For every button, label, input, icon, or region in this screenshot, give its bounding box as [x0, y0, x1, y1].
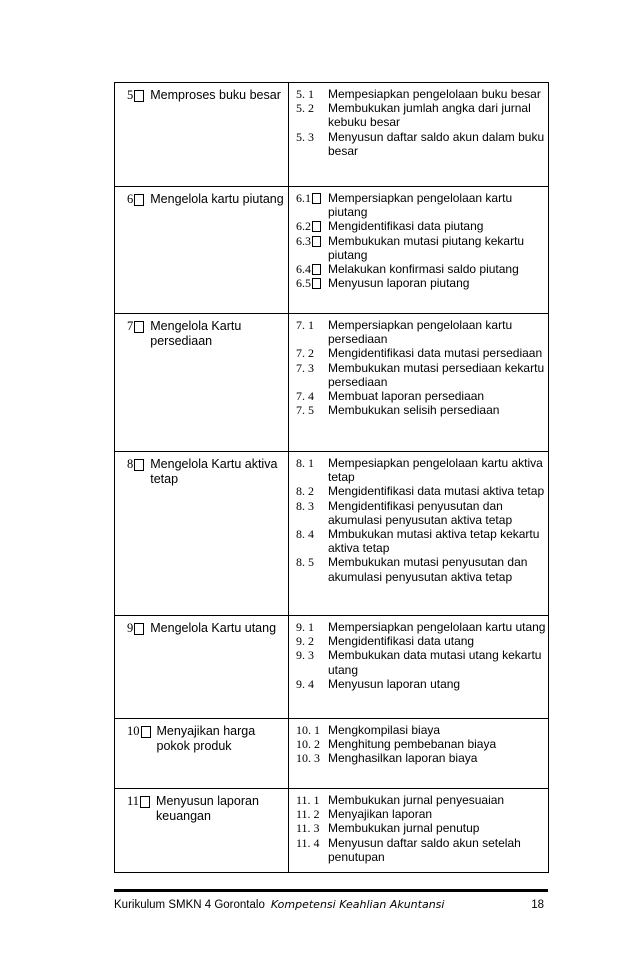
list-item — [296, 821, 546, 835]
subcompetency-list — [289, 83, 548, 166]
list-item — [296, 403, 546, 417]
item-number — [296, 346, 328, 360]
unit-heading — [115, 789, 288, 824]
missing-glyph-box-icon — [312, 278, 321, 289]
item-number — [296, 191, 328, 219]
footer-divider — [114, 889, 548, 892]
unit-title: Mengelola kartu piutang — [150, 192, 284, 206]
missing-glyph-box-icon — [312, 221, 321, 232]
item-number — [296, 403, 328, 417]
item-number-text: 6.1 — [296, 191, 311, 205]
subcompetency-cell — [289, 789, 549, 873]
subcompetency-cell — [289, 616, 549, 719]
competency-row — [115, 187, 549, 314]
item-text: Mengidentifikasi data utang — [328, 634, 475, 649]
item-number-text: 5. 2 — [296, 101, 314, 116]
list-item — [296, 262, 546, 276]
list-item — [296, 677, 546, 691]
item-number-text: 8. 5 — [296, 555, 314, 570]
unit-number: 5 — [127, 88, 134, 102]
item-text: Membukukan data mutasi utang kekartu utang — [328, 648, 542, 677]
item-number — [296, 677, 328, 691]
missing-glyph-box-icon — [134, 194, 144, 206]
unit-title: Menyusun laporan keuangan — [156, 794, 259, 823]
item-number — [296, 456, 328, 484]
item-number-text: 5. 1 — [296, 87, 314, 101]
list-item — [296, 456, 546, 484]
list-item — [296, 527, 546, 555]
item-number-text: 7. 2 — [296, 346, 314, 361]
unit-heading — [115, 452, 288, 487]
item-text: Membukukan jumlah angka dari jurnal kebuku besar — [328, 101, 531, 130]
footer-program: Kompetensi Keahlian Akuntansi — [270, 898, 445, 911]
unit-cell — [115, 83, 289, 187]
missing-glyph-box-icon — [141, 726, 151, 738]
list-item — [296, 219, 546, 233]
subcompetency-list — [289, 452, 548, 592]
unit-title: Mengelola Kartu aktiva tetap — [150, 457, 278, 486]
unit-number: 7 — [127, 319, 134, 333]
item-number — [296, 793, 328, 807]
item-number-text: 7. 4 — [296, 389, 314, 404]
subcompetency-cell — [289, 452, 549, 616]
item-text: Menghasilkan laporan biaya — [328, 751, 478, 766]
item-number-text: 6.5 — [296, 276, 311, 291]
item-number-text: 6.3 — [296, 233, 311, 248]
list-item — [296, 836, 546, 864]
list-item — [296, 484, 546, 498]
competency-table-body — [115, 83, 549, 873]
list-item — [296, 389, 546, 403]
item-text: Membukukan jurnal penyesuaian — [328, 793, 505, 807]
item-number-text: 11. 1 — [296, 793, 320, 807]
item-number — [296, 634, 328, 648]
subcompetency-list — [289, 719, 548, 774]
competency-row — [115, 616, 549, 719]
item-number — [296, 751, 328, 765]
competency-row — [115, 789, 549, 873]
item-number-text: 7. 3 — [296, 360, 314, 375]
unit-heading — [115, 83, 288, 103]
unit-number: 9 — [127, 621, 134, 635]
subcompetency-list — [289, 314, 548, 425]
unit-cell — [115, 719, 289, 789]
item-number-text: 8. 3 — [296, 498, 314, 513]
list-item — [296, 793, 546, 807]
item-number — [296, 527, 328, 555]
item-number — [296, 87, 328, 101]
list-item — [296, 648, 546, 676]
unit-cell — [115, 789, 289, 873]
unit-title: Mengelola Kartu utang — [150, 621, 277, 635]
unit-number: 6 — [127, 192, 134, 206]
unit-heading — [115, 314, 288, 349]
item-number-text: 11. 3 — [296, 821, 320, 836]
missing-glyph-box-icon — [312, 236, 321, 247]
list-item — [296, 191, 546, 219]
unit-cell — [115, 616, 289, 719]
item-number — [296, 648, 328, 676]
item-number — [296, 361, 328, 389]
item-text: Mempesiapkan pengelolaan buku besar — [328, 87, 541, 101]
item-number — [296, 130, 328, 158]
unit-cell — [115, 314, 289, 452]
item-number-text: 9. 4 — [296, 676, 314, 691]
unit-cell — [115, 187, 289, 314]
item-text: Membukukan jurnal penutup — [328, 821, 480, 836]
list-item — [296, 499, 546, 527]
list-item — [296, 130, 546, 158]
item-number-text: 10. 2 — [296, 737, 320, 752]
item-number — [296, 234, 328, 262]
item-number — [296, 219, 328, 233]
item-text: Menyusun laporan utang — [328, 676, 461, 691]
competency-row — [115, 83, 549, 187]
list-item — [296, 634, 546, 648]
item-number — [296, 262, 328, 276]
item-number-text: 11. 4 — [296, 835, 320, 850]
item-number-text: 8. 1 — [296, 456, 314, 470]
item-number — [296, 737, 328, 751]
unit-cell — [115, 452, 289, 616]
item-number — [296, 723, 328, 737]
unit-title: Mengelola Kartu persediaan — [150, 319, 242, 348]
item-number — [296, 389, 328, 403]
item-number — [296, 499, 328, 527]
item-number-text: 5. 3 — [296, 129, 314, 144]
item-text: Membukukan mutasi piutang kekartu piutang — [328, 233, 525, 262]
unit-heading — [115, 187, 288, 207]
item-text: Mempersiapkan pengelolaan kartu piutang — [328, 191, 513, 220]
item-text: Menyajikan laporan — [328, 807, 433, 822]
item-number — [296, 484, 328, 498]
item-text: Mempersiapkan pengelolaan kartu utang — [328, 620, 546, 634]
item-number-text: 9. 1 — [296, 620, 314, 634]
page-footer — [114, 898, 548, 911]
item-number — [296, 620, 328, 634]
competency-row — [115, 452, 549, 616]
subcompetency-cell — [289, 314, 549, 452]
list-item — [296, 361, 546, 389]
unit-heading — [115, 616, 288, 636]
item-text: Menyusun daftar saldo akun setelah penutupan — [328, 835, 521, 864]
item-number-text: 6.2 — [296, 219, 311, 234]
item-number-text: 11. 2 — [296, 807, 320, 822]
item-number-text: 6.4 — [296, 262, 311, 277]
missing-glyph-box-icon — [134, 90, 144, 102]
item-text: Menghitung pembebanan biaya — [328, 737, 497, 752]
missing-glyph-box-icon — [134, 459, 144, 471]
item-number-text: 9. 2 — [296, 634, 314, 649]
unit-number: 8 — [127, 457, 134, 471]
item-number — [296, 318, 328, 346]
item-number-text: 7. 1 — [296, 318, 314, 332]
item-text: Mengidentifikasi penyusutan dan akumulasi penyusutan aktiva tetap — [328, 498, 513, 527]
item-number — [296, 276, 328, 290]
subcompetency-cell — [289, 719, 549, 789]
unit-heading — [115, 719, 288, 754]
missing-glyph-box-icon — [312, 264, 321, 275]
unit-title: Menyajikan harga pokok produk — [156, 724, 256, 753]
item-text: Mengidentifikasi data mutasi persediaan — [328, 346, 543, 361]
list-item — [296, 101, 546, 129]
item-number — [296, 101, 328, 129]
unit-number: 11 — [127, 794, 140, 808]
item-text: Membuat laporan persediaan — [328, 389, 485, 404]
competency-row — [115, 719, 549, 789]
competency-row — [115, 314, 549, 452]
unit-title: Memproses buku besar — [150, 88, 281, 102]
list-item — [296, 555, 546, 583]
item-text: Menyusun laporan piutang — [328, 276, 470, 291]
subcompetency-list — [289, 616, 548, 699]
missing-glyph-box-icon — [312, 193, 321, 204]
list-item — [296, 318, 546, 346]
item-number — [296, 821, 328, 835]
item-number-text: 10. 1 — [296, 723, 320, 737]
subcompetency-cell — [289, 187, 549, 314]
list-item — [296, 620, 546, 634]
item-text: Membukukan mutasi penyusutan dan akumulasi penyusutan aktiva tetap — [328, 555, 528, 584]
subcompetency-list — [289, 789, 548, 872]
list-item — [296, 737, 546, 751]
item-text: Mengkompilasi biaya — [328, 723, 441, 737]
subcompetency-cell — [289, 83, 549, 187]
item-text: Mengidentifikasi data mutasi aktiva tetap — [328, 484, 545, 499]
list-item — [296, 276, 546, 290]
item-number — [296, 836, 328, 864]
item-text: Membukukan selisih persediaan — [328, 403, 500, 418]
missing-glyph-box-icon — [134, 321, 144, 333]
item-number-text: 10. 3 — [296, 751, 320, 766]
missing-glyph-box-icon — [134, 623, 144, 635]
unit-number: 10 — [127, 724, 140, 738]
list-item — [296, 723, 546, 737]
item-text: Mempersiapkan pengelolaan kartu persediaan — [328, 318, 513, 347]
missing-glyph-box-icon — [140, 796, 150, 808]
list-item — [296, 234, 546, 262]
item-text: Mengidentifikasi data piutang — [328, 219, 484, 234]
item-text: Membukukan mutasi persediaan kekartu persediaan — [328, 360, 545, 389]
item-number-text: 8. 4 — [296, 527, 314, 542]
footer-school: Kurikulum SMKN 4 Gorontalo — [114, 899, 265, 911]
list-item — [296, 807, 546, 821]
list-item — [296, 751, 546, 765]
competency-table — [114, 82, 549, 873]
item-text: Mempesiapkan pengelolaan kartu aktiva tetap — [328, 456, 543, 485]
list-item — [296, 87, 546, 101]
list-item — [296, 346, 546, 360]
item-number — [296, 807, 328, 821]
item-text: Mmbukukan mutasi aktiva tetap kekartu aktiva tetap — [328, 527, 540, 556]
item-number-text: 9. 3 — [296, 648, 314, 663]
item-number-text: 7. 5 — [296, 403, 314, 418]
item-number-text: 8. 2 — [296, 484, 314, 499]
item-text: Melakukan konfirmasi saldo piutang — [328, 262, 519, 277]
subcompetency-list — [289, 187, 548, 298]
item-text: Menyusun daftar saldo akun dalam buku besar — [328, 129, 545, 158]
page-number: 18 — [531, 899, 544, 911]
item-number — [296, 555, 328, 583]
